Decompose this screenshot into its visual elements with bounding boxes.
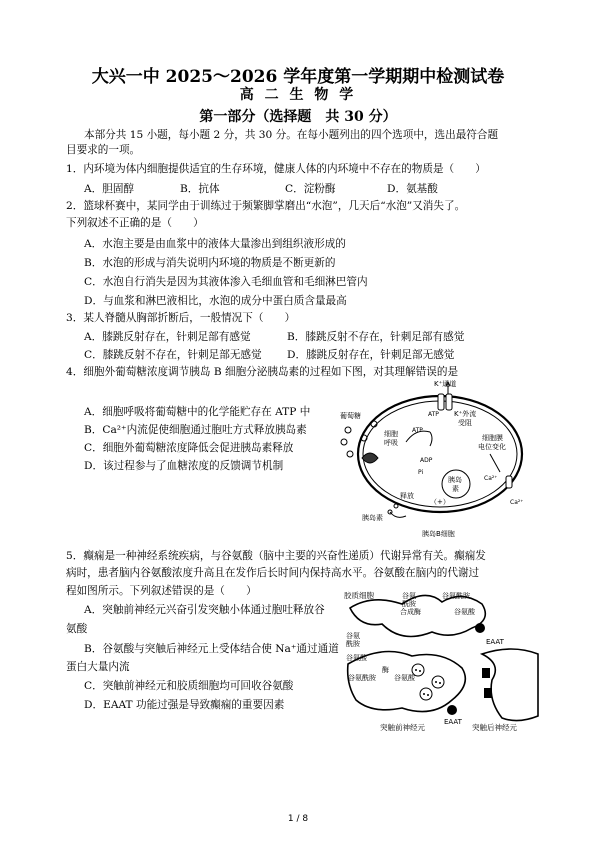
glu-left-label: 谷氨酸: [346, 654, 367, 662]
q2-stem-1: 2．篮球杯赛中，某同学由于训练过于频繁脚掌磨出“水泡”，几天后“水泡”又消失了。: [66, 200, 466, 212]
membrane-label-1: 细胞膜: [482, 434, 503, 442]
glu-top-label: 谷氨酸: [454, 608, 475, 616]
ca-in-label: Ca²⁺: [484, 475, 498, 482]
atp-label-top: ATP: [428, 411, 439, 418]
q5-option-a-2: 氨酸: [66, 623, 88, 635]
q5-option-c: C．突触前神经元和胶质细胞均可回收谷氨酸: [84, 680, 294, 692]
vesicle-icon: [412, 664, 424, 676]
q5-option-d: D．EAAT 功能过强是导致癫痫的重要因素: [84, 699, 285, 711]
q1-option-b: B．抗体: [180, 183, 220, 195]
receptor-icon: [482, 668, 490, 678]
figure-caption: 胰岛B细胞: [422, 530, 455, 538]
q1-option-c: C．淀粉酶: [285, 183, 336, 195]
presynaptic-label: 突触前神经元: [380, 723, 425, 732]
page-number: 1 / 8: [287, 814, 309, 824]
exam-subject: 高 二 生 物 学: [239, 87, 357, 103]
glu-mid-label: 谷氨酸: [394, 674, 415, 682]
respiration-label-2: 呼吸: [384, 439, 398, 447]
eaat-bottom-label: EAAT: [444, 718, 462, 726]
q5-stem-2: 病时，患者脑内谷氨酸浓度升高且在发作后长时间内保持高水平。谷氨酸在脑内的代谢过: [66, 567, 480, 579]
gln-synthase-label-2: 酰胺: [402, 600, 416, 608]
exam-title: 大兴一中 2025～2026 学年度第一学期期中检测试卷: [91, 67, 505, 87]
k-channel-label: K⁺通道: [434, 380, 457, 388]
q5-glutamate-figure: [342, 584, 542, 734]
q5-option-a-1: A．突触前神经元兴奋引发突触小体通过胞吐释放谷: [84, 604, 325, 616]
k-efflux-label: K⁺外流: [454, 410, 477, 418]
q4-option-d: D．该过程参与了血糖浓度的反馈调节机制: [84, 460, 284, 472]
q2-stem-2: 下列叙述不正确的是（ ）: [66, 217, 204, 229]
membrane-label-2: 电位变化: [478, 443, 506, 451]
glucose-dot: [341, 439, 347, 445]
release-label: 释放: [400, 492, 414, 500]
vesicle-icon: [432, 676, 444, 688]
eaat-bottom-icon: [447, 705, 457, 715]
ca-out-label: Ca²⁺: [510, 499, 524, 506]
q3-option-a: A．膝跳反射存在，针刺足部有感觉: [84, 331, 251, 343]
eaat-top-label: EAAT: [486, 638, 504, 646]
q4-stem: 4．细胞外葡萄糖浓度调节胰岛 B 细胞分泌胰岛素的过程如下图，对其理解错误的是: [66, 366, 459, 378]
glucose-dot: [347, 451, 353, 457]
gln-mid-label: 谷氨酰胺: [348, 674, 376, 682]
q5-option-b-1: B．谷氨酸与突触后神经元上受体结合使 Na⁺通过通道: [84, 643, 339, 655]
positive-label: （+）: [430, 498, 450, 506]
q3-option-b: B．膝跳反射不存在，针刺足部有感觉: [287, 331, 465, 343]
k-channel-left: [438, 394, 444, 410]
membrane-arrow: [490, 454, 500, 472]
secreted-insulin-label: 胰岛素: [362, 514, 383, 522]
insulin-vesicle: [442, 470, 470, 498]
eaat-top-icon: [475, 623, 485, 633]
q2-option-c: C．水泡自行消失是因为其液体渗入毛细血管和毛细淋巴管内: [84, 276, 368, 288]
atp-label: ATP: [412, 427, 423, 434]
vesicle-icon: [420, 688, 432, 700]
gln-synthase-label-3: 合成酶: [400, 608, 421, 616]
insulin-label-2: 素: [452, 485, 459, 493]
cell-membrane-inner: [363, 401, 517, 507]
q2-option-b: B．水泡的形成与消失说明内环境的物质是不断更新的: [84, 257, 336, 269]
q1-stem: 1．内环境为体内细胞提供适宜的生存环境，健康人体的内环境中不存在的物质是（ ）: [66, 163, 486, 175]
postsynaptic-neuron-outline: [482, 649, 538, 721]
q1-option-d: D．氨基酸: [387, 183, 438, 195]
glial-label: 胶质细胞: [344, 591, 374, 600]
q4-beta-cell-figure: [334, 380, 534, 540]
q1-option-a: A．胆固醇: [84, 183, 135, 195]
gln-top-label: 谷氨酰胺: [442, 592, 470, 600]
q5-option-b-2: 蛋白大量内流: [66, 661, 130, 673]
glucose-label: 葡萄糖: [340, 412, 361, 420]
q2-option-d: D．与血浆和淋巴液相比，水泡的成分中蛋白质含量最高: [84, 295, 347, 307]
glucose-transporter-icon: [362, 453, 378, 463]
pi-label: Pi: [418, 469, 424, 476]
postsynaptic-label: 突触后神经元: [472, 723, 517, 732]
q3-option-d: D．膝跳反射存在，针刺足部无感觉: [287, 349, 455, 361]
enzyme-label: 酶: [382, 666, 389, 674]
q4-option-b: B．Ca²⁺内流促使细胞通过胞吐方式释放胰岛素: [84, 424, 307, 436]
glucose-dot: [345, 427, 351, 433]
cell-membrane-outer: [358, 396, 522, 512]
blocked-label: 受阻: [458, 419, 472, 427]
q2-option-a: A．水泡主要是由血浆中的液体大量渗出到组织液形成的: [84, 238, 346, 250]
ca-channel: [506, 476, 512, 488]
q5-stem-1: 5．癫痫是一种神经系统疾病，与谷氨酸（脑中主要的兴奋性递质）代谢异常有关。癫痫发: [66, 550, 486, 562]
receptor-icon: [484, 688, 492, 698]
gln-left-label-1: 谷氨: [346, 632, 360, 640]
q5-stem-3: 程如图所示。下列叙述错误的是（ ）: [66, 585, 257, 597]
q3-stem: 3．某人脊髓从胸部折断后，一般情况下（ ）: [66, 312, 296, 324]
adp-label: ADP: [420, 457, 433, 464]
gln-left-label-2: 酰胺: [346, 640, 360, 648]
q4-option-a: A．细胞呼吸将葡萄糖中的化学能贮存在 ATP 中: [84, 406, 311, 418]
insulin-label-1: 胰岛: [448, 476, 462, 484]
section-heading: 第一部分（选择题 共 30 分）: [199, 109, 397, 125]
respiration-label-1: 细胞: [384, 430, 398, 438]
gln-synthase-label-1: 谷氨: [402, 592, 416, 600]
q3-option-c: C．膝跳反射不存在，针刺足部无感觉: [84, 349, 262, 361]
intro-line-2: 目要求的一项。: [66, 144, 141, 156]
k-channel-right: [446, 394, 452, 410]
intro-line-1: 本部分共 15 小题，每小题 2 分，共 30 分。在每小题列出的四个选项中，选出最符合题: [84, 129, 499, 141]
q4-option-c: C．细胞外葡萄糖浓度降低会促进胰岛素释放: [84, 442, 294, 454]
